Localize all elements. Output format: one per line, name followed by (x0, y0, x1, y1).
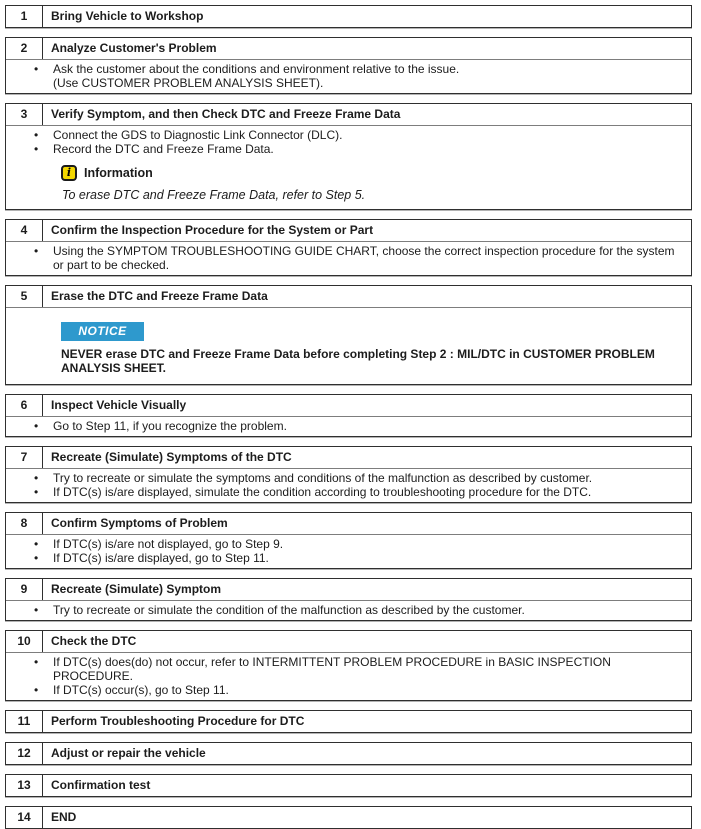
bullet-text-line: Using the SYMPTOM TROUBLESHOOTING GUIDE CHART, choose the correct inspection procedure for the system (53, 244, 675, 258)
bullet-text (53, 419, 287, 433)
bullet-icon: • (34, 683, 39, 697)
step-header (6, 631, 691, 652)
bullet-icon: • (34, 142, 39, 156)
step-title: Analyze Customer's Problem (51, 41, 217, 55)
bullet-icon: • (34, 419, 39, 433)
bullet-text-line: If DTC(s) is/are displayed, go to Step 11. (53, 551, 269, 565)
step-title: Inspect Vehicle Visually (51, 398, 187, 412)
step-box-3 (5, 103, 692, 210)
step-number: 2 (6, 38, 43, 59)
notice-text-line: ANALYSIS SHEET. (61, 361, 166, 375)
step-content (6, 241, 691, 275)
step-box-6 (5, 394, 692, 437)
step-number: 4 (6, 220, 43, 241)
step-header (6, 513, 691, 534)
step-header (6, 220, 691, 241)
bullet-item (34, 419, 685, 433)
bullet-icon: • (34, 603, 39, 617)
bullet-item (34, 471, 685, 485)
bullet-text (53, 603, 525, 617)
bullet-item (34, 485, 685, 499)
information-icon: i (61, 165, 77, 181)
step-number: 6 (6, 395, 43, 416)
bullet-text (53, 244, 675, 272)
bullet-item (34, 142, 685, 156)
step-box-1 (5, 5, 692, 28)
step-title: Recreate (Simulate) Symptom (51, 582, 222, 596)
bullet-text-line: Record the DTC and Freeze Frame Data. (53, 142, 274, 156)
step-box-7 (5, 446, 692, 503)
bullet-icon: • (34, 551, 39, 565)
bullet-text-line: or part to be checked. (53, 258, 170, 272)
step-content (6, 652, 691, 700)
bullet-text (53, 142, 274, 156)
bullet-icon: • (34, 655, 39, 669)
step-content (6, 534, 691, 568)
notice-text-line: NEVER erase DTC and Freeze Frame Data before completing Step 2 : MIL/DTC in CUSTOMER PROBLEM (61, 347, 655, 361)
notice-text (61, 347, 685, 375)
step-number: 13 (6, 775, 43, 796)
bullet-item (34, 128, 685, 142)
step-number: 5 (6, 286, 43, 307)
step-header (6, 286, 691, 307)
bullet-item (34, 244, 685, 272)
bullet-icon: • (34, 128, 39, 142)
step-content (6, 125, 691, 209)
step-number: 9 (6, 579, 43, 600)
information-label: Information (84, 166, 153, 180)
bullet-text (53, 537, 283, 551)
step-box-10 (5, 630, 692, 701)
step-title: Erase the DTC and Freeze Frame Data (51, 289, 268, 303)
bullet-icon: • (34, 485, 39, 499)
notice-badge: NOTICE (61, 322, 144, 341)
bullet-text-line: If DTC(s) does(do) not occur, refer to INTERMITTENT PROBLEM PROCEDURE in BASIC INSPECTION PROCEDURE. (53, 655, 611, 683)
bullet-text-line: Go to Step 11, if you recognize the problem. (53, 419, 287, 433)
bullet-text-line: If DTC(s) is/are displayed, simulate the condition according to troubleshooting procedure for the DTC. (53, 485, 592, 499)
step-header (6, 38, 691, 59)
step-title: Verify Symptom, and then Check DTC and Freeze Frame Data (51, 107, 401, 121)
step-header (6, 807, 691, 828)
step-title: Confirm Symptoms of Problem (51, 516, 228, 530)
step-number: 10 (6, 631, 43, 652)
information-block (61, 165, 685, 202)
information-note: To erase DTC and Freeze Frame Data, refer to Step 5. (62, 188, 366, 202)
step-title: Check the DTC (51, 634, 137, 648)
step-box-14 (5, 806, 692, 829)
step-number: 8 (6, 513, 43, 534)
bullet-text (53, 655, 685, 683)
step-title: Adjust or repair the vehicle (51, 746, 206, 760)
step-header (6, 104, 691, 125)
step-box-11 (5, 710, 692, 733)
bullet-text (53, 551, 269, 565)
step-content (6, 600, 691, 620)
bullet-item (34, 655, 685, 683)
bullet-item (34, 62, 685, 90)
bullet-text (53, 62, 459, 90)
step-box-2 (5, 37, 692, 94)
step-box-4 (5, 219, 692, 276)
step-number: 11 (6, 711, 43, 732)
notice-block (61, 322, 685, 375)
step-content (6, 416, 691, 436)
step-number: 1 (6, 6, 43, 27)
step-header (6, 775, 691, 796)
bullet-text (53, 471, 592, 485)
step-header (6, 447, 691, 468)
step-box-12 (5, 742, 692, 765)
step-number: 14 (6, 807, 43, 828)
step-content (6, 307, 691, 384)
bullet-text (53, 128, 342, 142)
step-box-13 (5, 774, 692, 797)
information-header (61, 165, 685, 181)
bullet-item (34, 683, 685, 697)
bullet-icon: • (34, 537, 39, 551)
step-content (6, 59, 691, 93)
step-title: END (51, 810, 77, 824)
step-box-8 (5, 512, 692, 569)
step-header (6, 743, 691, 764)
step-title: Recreate (Simulate) Symptoms of the DTC (51, 450, 292, 464)
step-header (6, 579, 691, 600)
step-header (6, 6, 691, 27)
step-title: Perform Troubleshooting Procedure for DTC (51, 714, 305, 728)
bullet-text-line: Connect the GDS to Diagnostic Link Connector (DLC). (53, 128, 343, 142)
bullet-text-line: If DTC(s) is/are not displayed, go to Step 9. (53, 537, 284, 551)
step-number: 12 (6, 743, 43, 764)
bullet-icon: • (34, 244, 39, 258)
bullet-text-line: Ask the customer about the conditions and environment relative to the issue. (53, 62, 460, 76)
step-box-9 (5, 578, 692, 621)
bullet-icon: • (34, 471, 39, 485)
step-box-5 (5, 285, 692, 385)
bullet-text (53, 683, 229, 697)
step-title: Confirmation test (51, 778, 151, 792)
step-list (0, 5, 701, 829)
bullet-item (34, 603, 685, 617)
bullet-item (34, 551, 685, 565)
step-header (6, 711, 691, 732)
step-header (6, 395, 691, 416)
step-number: 3 (6, 104, 43, 125)
bullet-text-line: If DTC(s) occur(s), go to Step 11. (53, 683, 229, 697)
bullet-icon: • (34, 62, 39, 76)
bullet-text-line: Try to recreate or simulate the symptoms and conditions of the malfunction as described by customer. (53, 471, 593, 485)
step-content (6, 468, 691, 502)
bullet-text-line: Try to recreate or simulate the condition of the malfunction as described by the customer. (53, 603, 525, 617)
step-title: Confirm the Inspection Procedure for the System or Part (51, 223, 374, 237)
bullet-text-line: (Use CUSTOMER PROBLEM ANALYSIS SHEET). (53, 76, 324, 90)
step-number: 7 (6, 447, 43, 468)
bullet-text (53, 485, 591, 499)
bullet-item (34, 537, 685, 551)
step-title: Bring Vehicle to Workshop (51, 9, 204, 23)
